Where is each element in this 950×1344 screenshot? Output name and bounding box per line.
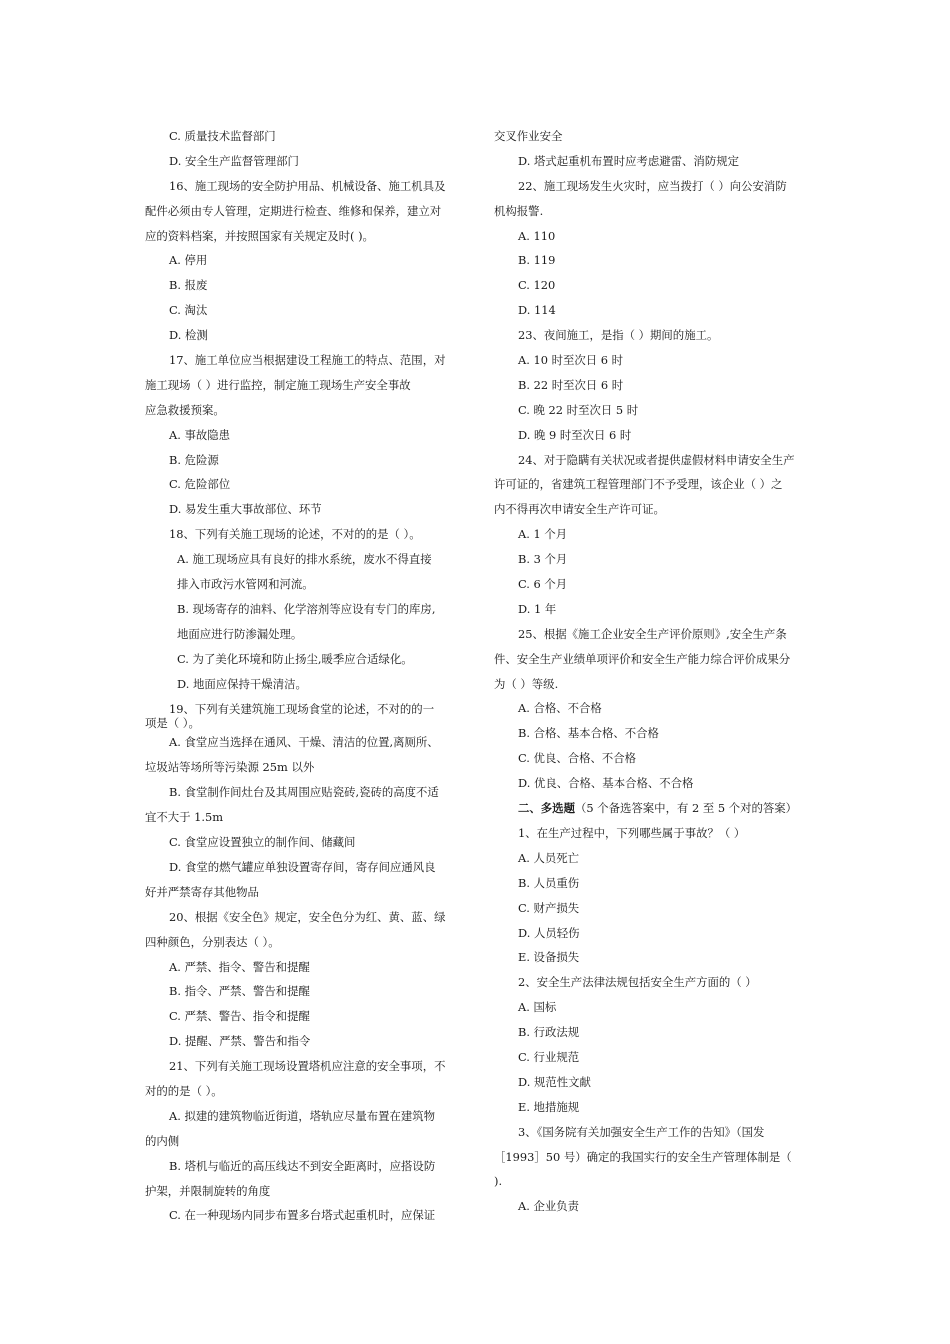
text-line: 2、安全生产法律法规包括安全生产方面的（ ） xyxy=(518,975,757,990)
text-line: B. 行政法规 xyxy=(518,1025,580,1040)
text-line: A. 10 时至次日 6 时 xyxy=(518,353,624,368)
text-line: A. 拟建的建筑物临近街道，塔轨应尽量布置在建筑物 xyxy=(169,1108,436,1123)
text-line: B. 食堂制作间灶台及其周围应贴瓷砖,瓷砖的高度不适 xyxy=(169,785,439,800)
text-line: 护架，并限制旋转的角度 xyxy=(145,1183,271,1198)
text-line: E. 地措施规 xyxy=(518,1099,580,1114)
section-heading: 二、多选题 xyxy=(518,801,575,816)
text-line: B. 现场寄存的油料、化学溶剂等应设有专门的库房, xyxy=(177,601,436,616)
text-line: 施工现场（ ）进行监控，制定施工现场生产安全事故 xyxy=(145,377,411,392)
text-line: 23、夜间施工，是指（ ）期间的施工。 xyxy=(518,328,719,343)
text-line: C. 危险部位 xyxy=(169,477,231,492)
text-line: D. 安全生产监督管理部门 xyxy=(169,153,299,168)
text-line: D. 塔式起重机布置时应考虑避雷、消防规定 xyxy=(518,153,740,168)
text-line: 25、根据《施工企业安全生产评价原则》,安全生产条 xyxy=(518,626,787,641)
text-line: A. 严禁、指令、警告和提醒 xyxy=(169,959,310,974)
text-line: D. 优良、合格、基本合格、不合格 xyxy=(518,776,694,791)
text-line: ). xyxy=(494,1174,503,1189)
text-line: D. 地面应保持干燥清洁。 xyxy=(177,676,307,691)
section-note: （5 个备选答案中，有 2 至 5 个对的答案） xyxy=(574,801,798,816)
text-line: C. 财产损失 xyxy=(518,900,580,915)
text-line: B. 3 个月 xyxy=(518,552,568,567)
text-line: C. 在一种现场内同步布置多台塔式起重机时，应保证 xyxy=(169,1208,436,1223)
text-line: A. 1 个月 xyxy=(518,527,568,542)
text-line: C. 为了美化环境和防止扬尘,暖季应合适绿化。 xyxy=(177,651,413,666)
text-line: C. 120 xyxy=(518,278,556,293)
text-line: C. 食堂应设置独立的制作间、储藏间 xyxy=(169,835,356,850)
text-line: D. 1 年 xyxy=(518,601,557,616)
text-line: A. 人员死亡 xyxy=(518,850,580,865)
text-line: C. 行业规范 xyxy=(518,1049,580,1064)
text-line: 对的的是（ ）。 xyxy=(145,1083,223,1098)
text-line: C. 6 个月 xyxy=(518,577,568,592)
text-line: 件、安全生产业绩单项评价和安全生产能力综合评价成果分 xyxy=(494,651,791,666)
text-line: 17、施工单位应当根据建设工程施工的特点、范围，对 xyxy=(169,353,446,368)
text-line: 项是（ ）。 xyxy=(145,716,200,731)
text-line: B. 人员重伤 xyxy=(518,875,580,890)
text-line: D. 易发生重大事故部位、环节 xyxy=(169,502,322,517)
text-line: 垃圾站等场所等污染源 25m 以外 xyxy=(145,760,315,775)
text-line: B. 指令、严禁、警告和提醒 xyxy=(169,984,310,999)
text-line: D. 提醒、严禁、警告和指令 xyxy=(169,1034,311,1049)
text-line: 为（ ）等级. xyxy=(494,676,559,691)
text-line: 配件必须由专人管理，定期进行检查、维修和保养，建立对 xyxy=(145,203,442,218)
text-line: 16、施工现场的安全防护用品、机械设备、施工机具及 xyxy=(169,178,446,193)
text-line: C. 淘汰 xyxy=(169,303,208,318)
text-line: D. 114 xyxy=(518,303,556,318)
text-line: 地面应进行防渗漏处理。 xyxy=(177,626,303,641)
left-column xyxy=(145,124,463,1228)
text-line: 21、下列有关施工现场设置塔机应注意的安全事项，不 xyxy=(169,1059,446,1074)
text-line: 的内侧 xyxy=(145,1133,180,1148)
text-line: A. 110 xyxy=(518,228,556,243)
text-line: 24、对于隐瞒有关状况或者提供虚假材料申请安全生产 xyxy=(518,452,795,467)
text-line: 交叉作业安全 xyxy=(494,129,563,143)
text-line: B. 报废 xyxy=(169,278,208,293)
text-line: E. 设备损失 xyxy=(518,950,580,965)
text-line: 好并严禁寄存其他物品 xyxy=(145,884,259,899)
text-line: 应急救援预案。 xyxy=(145,402,225,417)
text-line: C. 质量技术监督部门 xyxy=(169,129,276,143)
text-line: 四种颜色，分别表达（ ）。 xyxy=(145,934,280,949)
text-line: D. 检测 xyxy=(169,328,208,343)
text-line: D. 晚 9 时至次日 6 时 xyxy=(518,427,632,442)
text-line: 1、在生产过程中，下列哪些属于事故？（ ） xyxy=(518,825,746,840)
text-line: 18、下列有关施工现场的论述，不对的的是（ ）。 xyxy=(169,527,421,542)
text-line: A. 企业负责 xyxy=(518,1199,580,1214)
text-line: 19、下列有关建筑施工现场食堂的论述，不对的的一 xyxy=(169,702,435,717)
text-line: ［1993］50 号）确定的我国实行的安全生产管理体制是（ xyxy=(494,1149,792,1164)
text-line: A. 国标 xyxy=(518,1000,557,1015)
text-line: D. 食堂的燃气罐应单独设置寄存间，寄存间应通风良 xyxy=(169,859,436,874)
text-line: B. 危险源 xyxy=(169,452,219,467)
text-line: 应的资料档案，并按照国家有关规定及时( )。 xyxy=(145,228,374,243)
text-line: A. 食堂应当选择在通风、干燥、清洁的位置,离厕所、 xyxy=(169,735,439,750)
text-line: D. 人员轻伤 xyxy=(518,925,580,940)
text-line: 3、《国务院有关加强安全生产工作的告知》（国发 xyxy=(518,1124,765,1139)
text-line: A. 停用 xyxy=(169,253,208,268)
text-line: B. 22 时至次日 6 时 xyxy=(518,377,624,392)
text-line: A. 施工现场应具有良好的排水系统，废水不得直接 xyxy=(177,552,432,567)
text-line: 许可证的，省建筑工程管理部门不予受理，该企业（ ）之 xyxy=(494,477,783,492)
text-line: 22、施工现场发生火灾时，应当拨打（ ）向公安消防 xyxy=(518,178,787,193)
text-line: 宜不大于 1.5m xyxy=(145,810,224,825)
text-line: 20、根据《安全色》规定，安全色分为红、黄、蓝、绿 xyxy=(169,909,446,924)
text-line: A. 事故隐患 xyxy=(169,427,231,442)
text-line: 内不得再次申请安全生产许可证。 xyxy=(494,502,665,517)
text-line: D. 规范性文献 xyxy=(518,1074,591,1089)
text-line: C. 优良、合格、不合格 xyxy=(518,751,637,766)
text-line: 机构报警. xyxy=(494,203,544,218)
text-line xyxy=(494,796,812,821)
text-line: 排入市政污水管网和河流。 xyxy=(177,577,314,592)
text-line: A. 合格、不合格 xyxy=(518,701,602,716)
text-line: C. 晚 22 时至次日 5 时 xyxy=(518,402,639,417)
text-line: C. 严禁、警告、指令和提醒 xyxy=(169,1009,310,1024)
right-column xyxy=(494,124,812,1219)
text-line: B. 合格、基本合格、不合格 xyxy=(518,726,659,741)
text-line: B. 塔机与临近的高压线达不到安全距离时，应搭设防 xyxy=(169,1158,436,1173)
text-line: B. 119 xyxy=(518,253,556,268)
